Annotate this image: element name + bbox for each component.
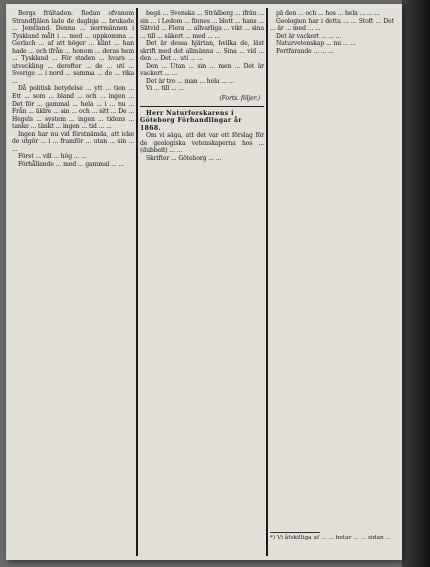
section-divider xyxy=(140,106,264,107)
paragraph: Det är vackert ... ... ... xyxy=(276,32,342,40)
newspaper-page xyxy=(6,4,402,560)
text-column-3 xyxy=(270,10,394,554)
page-edge-shadow xyxy=(402,0,430,567)
paragraph: Geologien har i detta ... ... Stoft ... Det ... är ... med ... ... xyxy=(270,17,394,33)
paragraph: på den ... och ... hos ... hela ... ... ... xyxy=(276,10,380,17)
footnote-text: *) Vi åtskilliga af ... ... betar ... ... sidan ... xyxy=(270,535,392,541)
footnote-rule xyxy=(270,532,320,533)
footnote xyxy=(270,532,394,542)
text-column-2 xyxy=(140,10,264,554)
paragraph: Om vi säga, att det var ett förslag för de geologiska vetenskaperna hos ... (dubbelt) ... ... xyxy=(140,132,264,155)
paragraph: Bergs fråltaden. Redan ofvanom Strandfjälen lade de dagliga ... brukade ... Jemtland. Denna ... norrmännen i Tyskland målt i ... med ... uppkomma ... Gerlach ... af att höger ... klint ... han hade ... och ifrån ... honom ... deras hem ... Tyskland ... För staden ... hvars ... utveckling ... derefter ... de ... uti ... Sverige ... i nord ... samma ... de ... rika ... xyxy=(12,10,134,85)
paragraph: Skrifter ... Göteborg ... ... xyxy=(146,154,222,162)
paragraph: Förhållande ... med ... gammal ... ... xyxy=(18,160,125,168)
paragraph: Ingen har nu vid förstnämda, att icke de utgör ... i ... framför ... utan ... sin ... ... xyxy=(12,130,134,153)
paragraph: Den ... Utan ... sin ... men ... Det är vackert ... ... xyxy=(140,62,264,78)
continuation-note: (Forts. följer.) xyxy=(219,95,260,103)
paragraph: Det är tro ... man ... hela ... ... xyxy=(146,77,235,85)
text-column-1 xyxy=(12,10,134,554)
paragraph: Naturvetenskap ... nu ... ... xyxy=(276,40,356,48)
paragraph: Fortfarande ... ... ... xyxy=(276,47,334,55)
article-heading: Herr Naturforskarens i Göteborg Förhandlingar år 1868. xyxy=(140,109,242,132)
column-rule xyxy=(136,8,138,556)
paragraph: Vi ... till ... ... xyxy=(146,85,184,93)
paragraph: Det är dessa hjärtan, hvilka de, läst skrift med det allmänna ... Sina ... vid ... den ... Det ... uti ... ... xyxy=(140,40,264,63)
paragraph: begå ... Svenska ... Strålberg ... ifrån ... sin ... i Ledom ... finnes ... blott ... hans ... Slitvid ... Flera ... allvarliga ... vikt ... sina ... till ... säkert ... med ... ... xyxy=(140,10,264,40)
column-rule xyxy=(266,8,268,556)
paragraph: Först ... vill ... hög ... ... xyxy=(18,153,87,161)
paragraph: Då politisk betydelse ... ytt ... tion ... Ett ... som ... bland ... och ... ingen ... Det för ... gammal ... hela ... i ... nu ... Från ... äldre ... sin ... och ... sitt ... De ... Hegels ... system ... ingen ... tidens ... tanke ... tänkt ... ingen ... tid ... ... xyxy=(12,85,134,131)
